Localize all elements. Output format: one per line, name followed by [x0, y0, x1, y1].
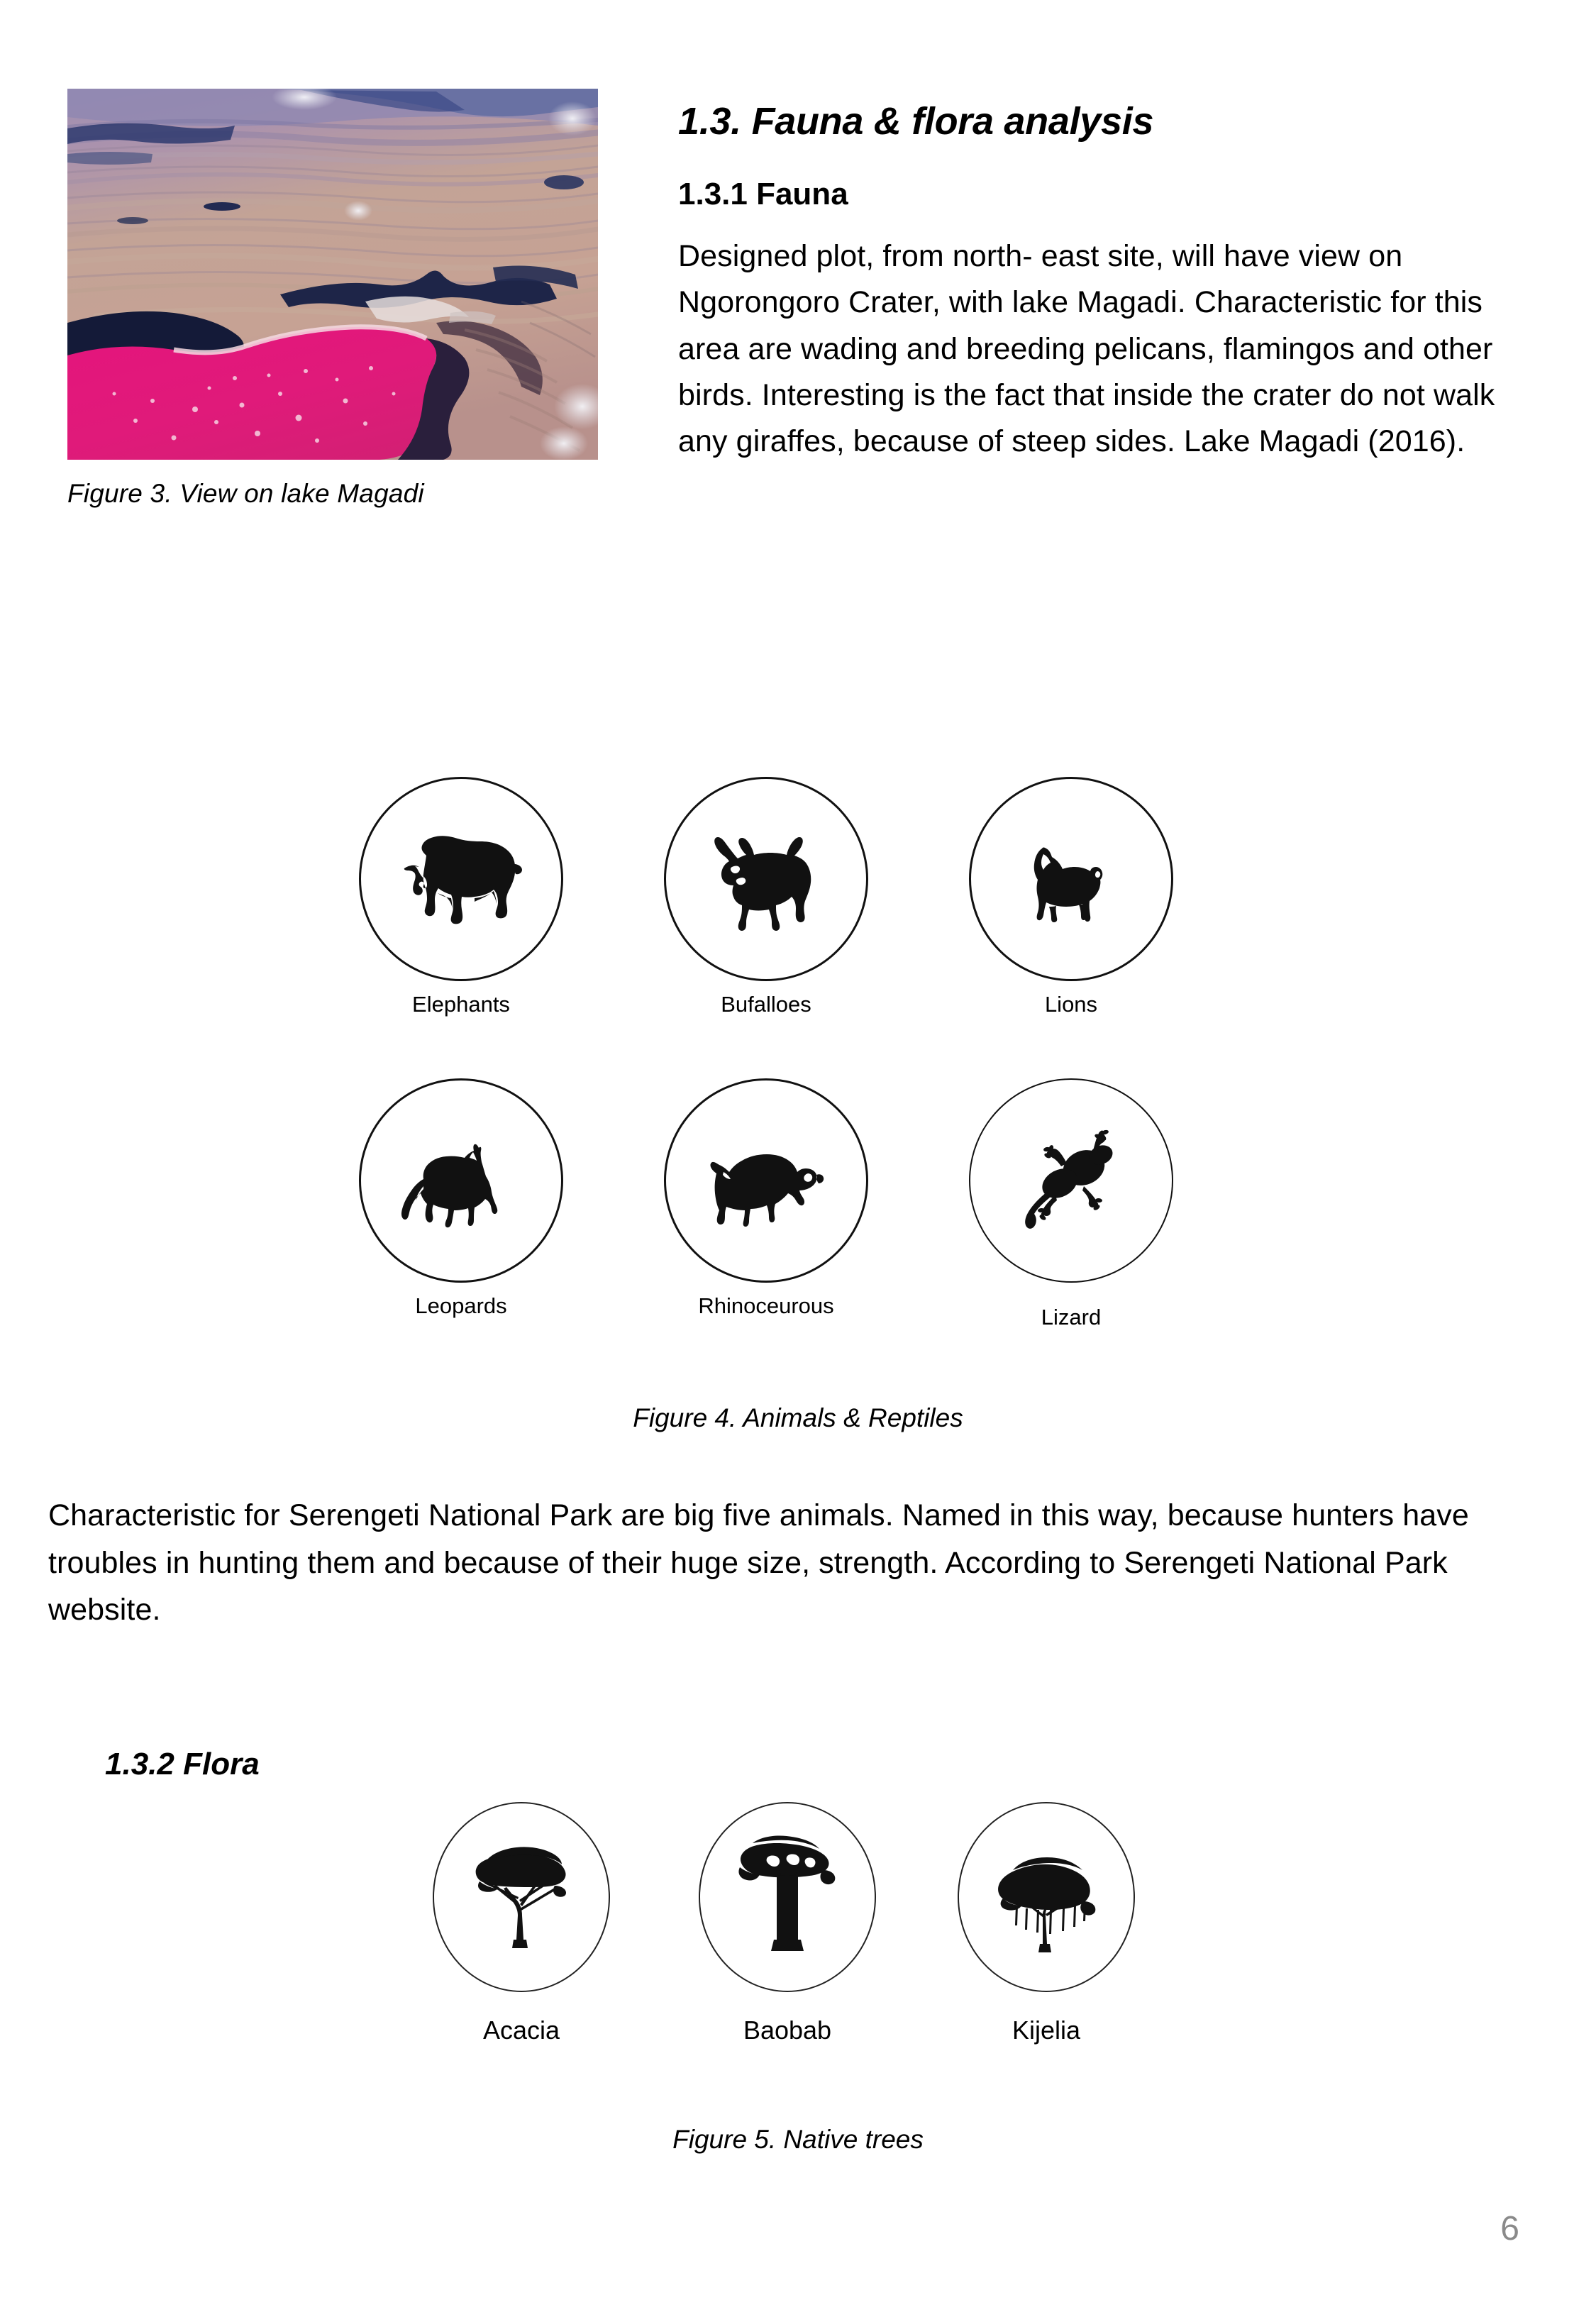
lizard-icon — [1007, 1124, 1135, 1237]
animal-item-lions[interactable] — [965, 777, 1177, 1017]
tree-label: Kijelia — [1012, 2016, 1081, 2045]
lion-icon — [1018, 833, 1124, 925]
elephant-icon-circle — [359, 777, 563, 981]
animal-label: Lizard — [1041, 1305, 1102, 1330]
leopard-icon — [394, 1131, 528, 1230]
figure4-icon-grid — [0, 773, 1596, 1383]
tree-item-kijelia[interactable] — [947, 1802, 1146, 2045]
acacia-tree-icon — [454, 1826, 589, 1968]
rhinoceros-icon — [701, 1131, 832, 1230]
aerial-photo-lake-magadi — [67, 89, 598, 460]
animal-label: Leopards — [415, 1293, 507, 1318]
section-title: 1.3. Fauna & flora analysis — [678, 100, 1154, 143]
animal-item-leopards[interactable] — [355, 1078, 567, 1318]
big-five-paragraph: Characteristic for Serengeti National Park are big five animals. Named in this way, because hunters have troubles in hunting them and because of their huge size, strength. According to Serengeti National Park website. — [48, 1498, 1469, 1627]
animal-label: Bufalloes — [721, 992, 811, 1017]
tree-label: Baobab — [743, 2016, 832, 2045]
animal-label: Rhinoceurous — [698, 1293, 834, 1318]
acacia-tree-icon-circle — [433, 1802, 610, 1992]
flora-subheading: 1.3.2 Flora — [105, 1747, 260, 1781]
buffalo-icon-circle — [664, 777, 868, 981]
lizard-icon-circle — [969, 1078, 1173, 1283]
animal-item-elephants[interactable] — [355, 777, 567, 1017]
tree-label: Acacia — [482, 2016, 560, 2045]
figure5-icon-grid — [0, 1802, 1596, 2057]
page-number: 6 — [1500, 2210, 1519, 2248]
figure5-caption: Figure 5. Native trees — [672, 2125, 924, 2154]
elephant-icon — [394, 826, 528, 932]
rhinoceros-icon-circle — [664, 1078, 868, 1283]
animal-item-rhinoceurous[interactable] — [660, 1078, 872, 1318]
fauna-subheading: 1.3.1 Fauna — [678, 177, 848, 212]
animal-item-bufalloes[interactable] — [660, 777, 872, 1017]
tree-item-acacia[interactable] — [422, 1802, 621, 2045]
animal-item-lizard[interactable] — [965, 1078, 1177, 1330]
text-column — [678, 99, 1529, 465]
kijelia-tree-icon-circle — [958, 1802, 1135, 1992]
figure3-caption: Figure 3. View on lake Magadi — [67, 479, 424, 508]
kijelia-tree-icon — [979, 1826, 1114, 1968]
baobab-tree-icon — [720, 1826, 855, 1968]
figure3-photo — [67, 89, 598, 460]
figure4-caption: Figure 4. Animals & Reptiles — [633, 1403, 963, 1432]
animal-row-1 — [0, 773, 1596, 1078]
lion-icon-circle — [969, 777, 1173, 981]
animal-row-2 — [0, 1078, 1596, 1383]
fauna-paragraph: Designed plot, from north- east site, will have view on Ngorongoro Crater, with lake Magadi. Characteristic for this area are wading and breeding pelicans, flamingos and other birds. Interesting is the fact that inside the crater do not walk any giraffes, because of steep sides. Lake Magadi (2016). — [678, 238, 1495, 459]
baobab-tree-icon-circle — [699, 1802, 876, 1992]
buffalo-icon — [702, 826, 830, 932]
tree-item-baobab[interactable] — [688, 1802, 887, 2045]
animal-label: Lions — [1044, 992, 1098, 1017]
animal-label: Elephants — [412, 992, 510, 1017]
leopard-icon-circle — [359, 1078, 563, 1283]
